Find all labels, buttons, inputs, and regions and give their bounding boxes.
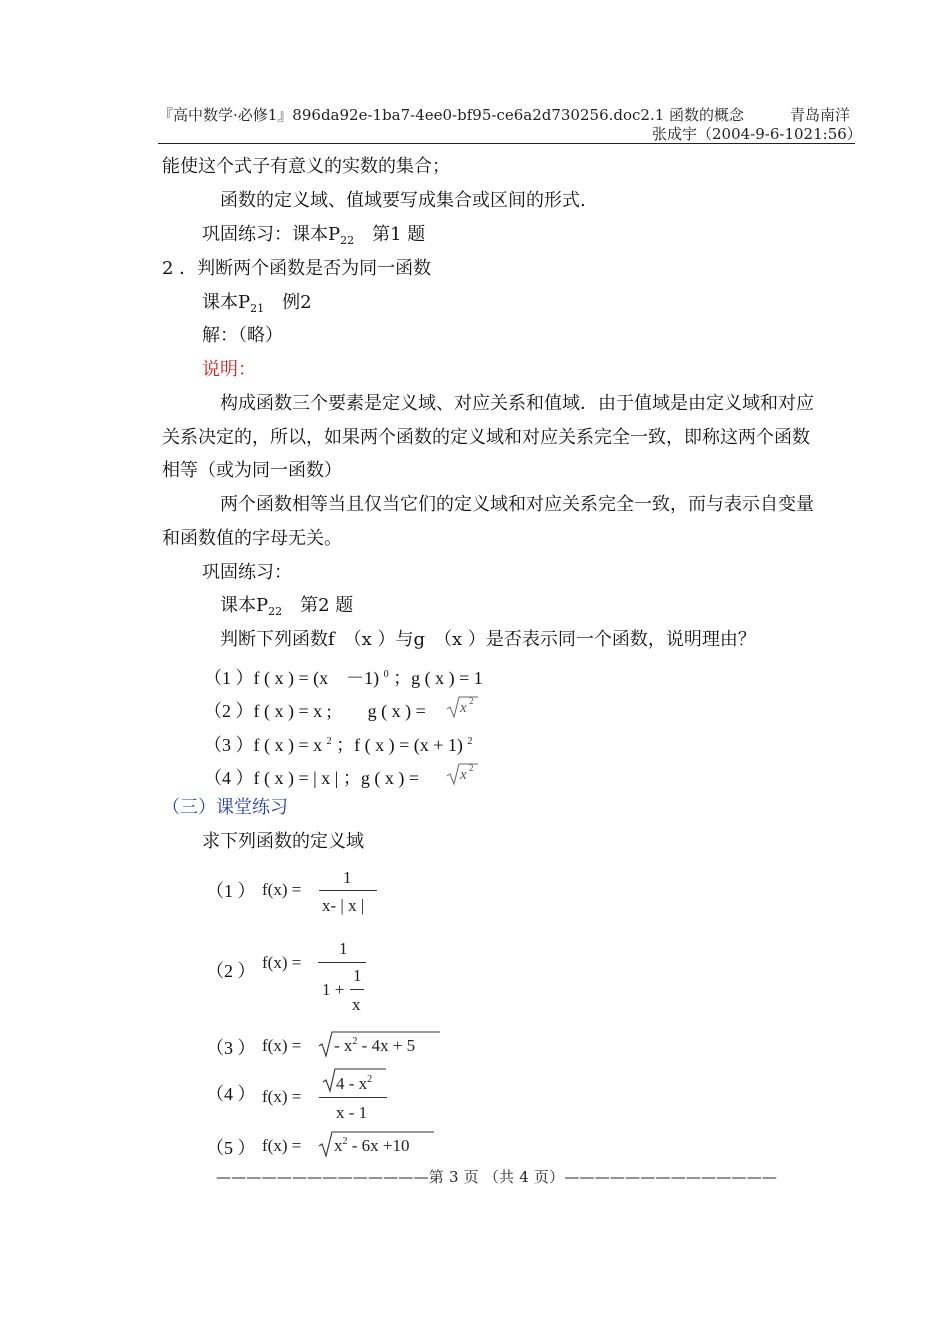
denominator: x- | x | xyxy=(322,896,365,915)
item-2 xyxy=(204,697,426,723)
function-lhs: f(x) = xyxy=(262,1036,302,1055)
fraction-bar xyxy=(318,962,366,963)
exercise-ref-text: 课本P xyxy=(220,595,269,616)
exponent: 2 xyxy=(467,736,473,747)
exponent: 2 xyxy=(367,1074,373,1085)
radicand: x xyxy=(460,700,467,716)
section-heading: 2 ．判断两个函数是否为同一函数 xyxy=(162,258,432,279)
inner-denominator: x xyxy=(352,995,361,1014)
exponent: 2 xyxy=(352,1036,358,1047)
item-number: （3 ） xyxy=(204,735,254,755)
radicand-rest: - 4x + 5 xyxy=(357,1036,416,1055)
example-ref-text: 课本P xyxy=(202,292,251,313)
header-rule xyxy=(158,143,855,144)
paragraph: 能使这个式子有意义的实数的集合； xyxy=(162,156,450,177)
exercise-number: （5 ） xyxy=(206,1138,256,1158)
header-school: 青岛南洋 xyxy=(790,106,851,124)
exercise-ref xyxy=(220,597,353,617)
item-expr: f ( x ) = | x | ；g ( x ) = xyxy=(253,768,419,788)
question: 判断下列函数f （x ）与g （x ）是否表示同一个函数，说明理由？ xyxy=(220,629,756,650)
exercise-label: 巩固练习： xyxy=(202,562,292,583)
section-instruction: 求下列函数的定义域 xyxy=(202,831,364,852)
paragraph: 函数的定义域、值域要写成集合或区间的形式. xyxy=(220,190,586,211)
radicand xyxy=(334,1136,410,1156)
paragraph: 构成函数三个要素是定义域、对应关系和值域．由于值域是由定义域和对应 xyxy=(220,393,814,414)
paragraph: 相等（或为同一函数） xyxy=(162,460,342,481)
item-expr-rest: ；g ( x ) = 1 xyxy=(388,668,483,688)
inner-numerator: 1 xyxy=(353,966,362,985)
page-subscript: 21 xyxy=(250,302,265,315)
exponent: 2 xyxy=(342,1136,348,1147)
item-number: （2 ） xyxy=(204,701,254,721)
section-title: （三）课堂练习 xyxy=(162,797,288,818)
item-1 xyxy=(204,664,483,690)
item-expr: f ( x ) = (x －1) xyxy=(253,668,384,688)
exponent: 2 xyxy=(326,736,332,747)
paragraph: 两个函数相等当且仅当它们的定义域和对应关系完全一致，而与表示自变量 xyxy=(220,494,814,515)
radicand-term: 4 - x xyxy=(336,1074,368,1093)
sqrt-x-squared xyxy=(446,762,480,786)
exercise-number: （3 ） xyxy=(206,1038,256,1058)
item-number: （1 ） xyxy=(204,668,254,688)
radicand-exponent: 2 xyxy=(469,763,474,773)
numerator xyxy=(336,1074,372,1094)
example-ref xyxy=(202,294,312,314)
page-footer: ——————————————第 3 页 （共 4 页）—————————————— xyxy=(216,1168,778,1186)
denominator-part: 1 + xyxy=(322,980,345,999)
paragraph: 和函数值的字母无关。 xyxy=(162,528,342,549)
item-expr-rest: ；f ( x ) = (x + 1) xyxy=(331,735,468,755)
function-lhs: f(x) = xyxy=(262,880,302,899)
exercise-ref-tail: 第1 题 xyxy=(354,224,426,245)
exercise-number: （4 ） xyxy=(206,1084,256,1104)
radicand xyxy=(334,1036,415,1056)
exercise-ref-text: 巩固练习：课本P xyxy=(202,224,341,245)
paragraph: 关系决定的，所以，如果两个函数的定义域和对应关系完全一致，即称这两个函数 xyxy=(162,427,810,448)
radicand-rest: - 6x +10 xyxy=(347,1136,410,1155)
radicand: x xyxy=(460,767,467,783)
exponent: 0 xyxy=(383,669,389,680)
inner-fraction-bar xyxy=(350,989,364,990)
exercise-ref xyxy=(202,226,425,246)
function-lhs: f(x) = xyxy=(262,953,302,972)
item-4 xyxy=(204,764,419,790)
header-author: 张成宇（2004-9-6-1021:56） xyxy=(652,125,862,143)
fraction-bar xyxy=(319,1097,387,1098)
fraction-bar xyxy=(319,890,377,891)
function-lhs: f(x) = xyxy=(262,1136,302,1155)
item-3 xyxy=(204,731,472,757)
note-label: 说明： xyxy=(202,359,256,380)
radicand-term: x xyxy=(334,1136,343,1155)
exercise-number: （2 ） xyxy=(206,961,256,981)
example-ref-tail: 例2 xyxy=(264,292,312,313)
item-number: （4 ） xyxy=(204,768,254,788)
header-title: 『高中数学·必修1』896da92e-1ba7-4ee0-bf95-ce6a2d730256.doc2.1 函数的概念 xyxy=(158,106,745,124)
numerator: 1 xyxy=(343,868,352,887)
item-expr: f ( x ) = x xyxy=(253,735,327,755)
numerator: 1 xyxy=(339,939,348,958)
page-subscript: 22 xyxy=(340,234,355,247)
function-lhs: f(x) = xyxy=(262,1087,302,1106)
radicand-term: - x xyxy=(334,1036,353,1055)
sqrt-x-squared xyxy=(446,695,480,719)
exercise-number: （1 ） xyxy=(206,881,256,901)
page-subscript: 22 xyxy=(268,605,283,618)
item-expr: f ( x ) = x ; g ( x ) = xyxy=(253,701,426,721)
exercise-ref-tail: 第2 题 xyxy=(282,595,354,616)
denominator: x - 1 xyxy=(336,1103,368,1122)
radicand-exponent: 2 xyxy=(469,696,474,706)
solution-line: 解：（略） xyxy=(202,325,283,346)
